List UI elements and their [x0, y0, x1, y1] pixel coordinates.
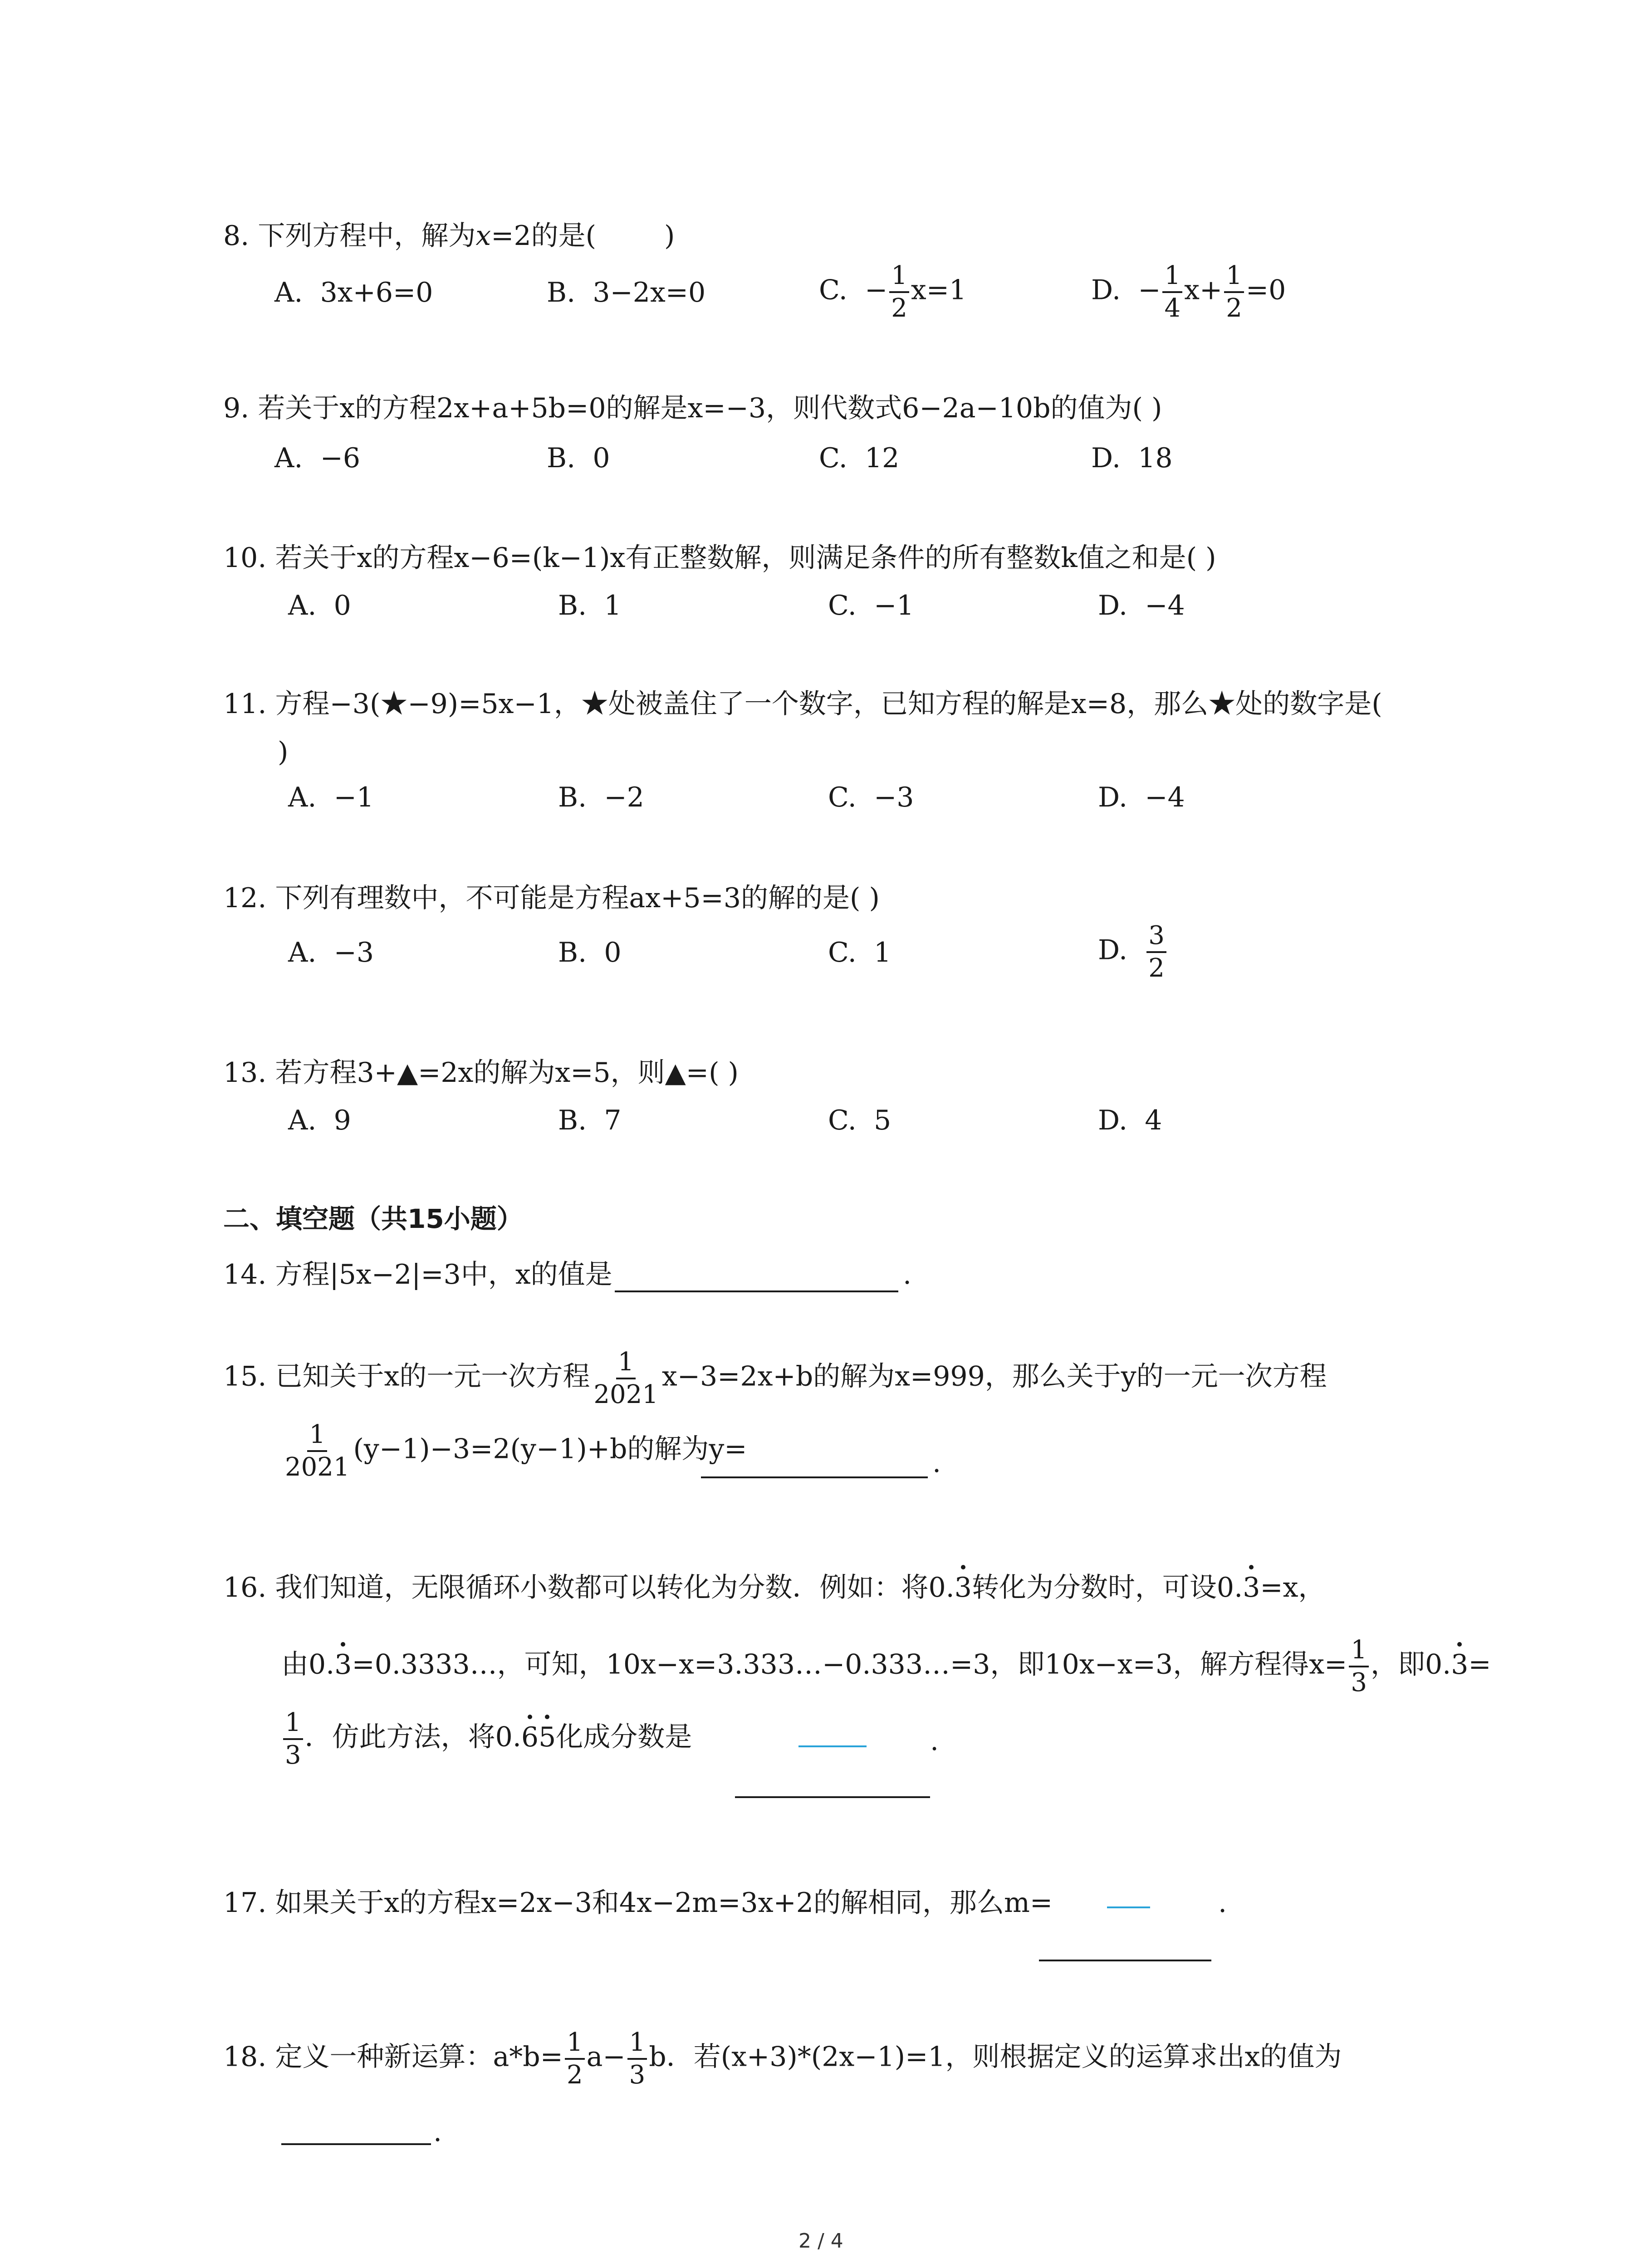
q15-line2: $\frac{1}{2021}$ (y−1)−3=2(y−1)+b的解为y=	[285, 1420, 747, 1482]
q15-line1: 15. 已知关于x的一元一次方程 $\frac{1}{2021}$ x−3=2x+b的解为x=999，那么关于y的一元一次方程	[223, 1347, 1327, 1409]
q11-option-d: D. −4	[1098, 782, 1185, 813]
q14-answer-blank[interactable]	[615, 1290, 898, 1292]
q9-stem: 9. 若关于x的方程2x+a+5b=0的解是x=−3，则代数式6−2a−10b的值为( )	[223, 392, 1162, 424]
q16-answer-blank[interactable]	[735, 1796, 930, 1798]
q13-stem: 13. 若方程3+▲=2x的解为x=5，则▲=( )	[223, 1057, 739, 1089]
q16-blue-dash	[798, 1745, 867, 1747]
q16-line1: 16. 我们知道，无限循环小数都可以转化为分数．例如：将0.3转化为分数时，可设0.3=x，	[223, 1572, 1326, 1603]
q16-line3: $\frac{1}{3}$ ．仿此方法，将0.65化成分数是	[281, 1710, 692, 1768]
q12-option-a: A. −3	[288, 937, 374, 968]
q12-option-b: B. 0	[558, 937, 622, 968]
q17-blue-dash	[1107, 1906, 1150, 1908]
q17-answer-blank[interactable]	[1039, 1960, 1211, 1961]
q17-period: .	[1218, 1887, 1227, 1919]
q11-option-c: C. −3	[828, 782, 914, 813]
q10-option-c: C. −1	[828, 590, 914, 621]
q8-option-c: C. − $\frac{1}{2}$ x=1	[819, 261, 967, 323]
q10-option-b: B. 1	[558, 590, 622, 621]
q11-option-a: A. −1	[288, 782, 374, 813]
q18-answer-blank[interactable]	[281, 2143, 431, 2145]
q18-line1: 18. 定义一种新运算：a*b= $\frac{1}{2}$ a− $\frac{1}{3}$ b．若(x+3)*(2x−1)=1，则根据定义的运算求出x的值为	[223, 2028, 1342, 2090]
q16-line2: 由0.3=0.3333…，可知，10x−x=3.333…−0.333…=3，即10x−x=3，解方程得x= $\frac{1}{3}$ ，即0.3=	[281, 1635, 1491, 1697]
q8-option-d: D. − $\frac{1}{4}$ x+ $\frac{1}{2}$ =0	[1091, 261, 1286, 323]
q13-option-c: C. 5	[828, 1105, 892, 1136]
page-number: 2 / 4	[798, 2229, 843, 2253]
q11-option-b: B. −2	[558, 782, 644, 813]
q15-period: .	[932, 1447, 941, 1479]
q9-option-b: B. 0	[547, 442, 610, 474]
q10-stem: 10. 若关于x的方程x−6=(k−1)x有正整数解，则满足条件的所有整数k值之和是( )	[223, 542, 1216, 574]
q8-option-b: B. 3−2x=0	[547, 277, 706, 308]
q14-period: .	[903, 1259, 912, 1290]
q18-period: .	[433, 2116, 442, 2148]
q13-option-d: D. 4	[1098, 1105, 1162, 1136]
q9-option-d: D. 18	[1091, 442, 1173, 474]
q9-option-c: C. 12	[819, 442, 900, 474]
q13-option-a: A. 9	[288, 1105, 351, 1136]
q16-period: .	[930, 1725, 939, 1757]
q15-answer-blank[interactable]	[701, 1476, 928, 1478]
q12-stem: 12. 下列有理数中，不可能是方程ax+5=3的解的是( )	[223, 882, 880, 914]
q9-option-a: A. −6	[274, 442, 361, 474]
q8-option-a: A. 3x+6=0	[274, 277, 433, 308]
q11-stem-line2: )	[278, 736, 289, 768]
section-heading-fill-in: 二、填空题（共15小题）	[223, 1203, 523, 1234]
q10-option-d: D. −4	[1098, 590, 1185, 621]
q11-stem-line1: 11. 方程−3(★−9)=5x−1，★处被盖住了一个数字，已知方程的解是x=8，那么★处的数字是(	[223, 688, 1382, 720]
q12-option-d: D. $\frac{3}{2}$	[1098, 923, 1168, 981]
q10-option-a: A. 0	[288, 590, 351, 621]
q17-stem: 17. 如果关于x的方程x=2x−3和4x−2m=3x+2的解相同，那么m=	[223, 1887, 1053, 1919]
q14-stem: 14. 方程|5x−2|=3中，x的值是	[223, 1259, 612, 1290]
q13-option-b: B. 7	[558, 1105, 622, 1136]
q8-stem: 8. 下列方程中，解为x=2的是( )	[223, 220, 675, 252]
q12-option-c: C. 1	[828, 937, 892, 968]
